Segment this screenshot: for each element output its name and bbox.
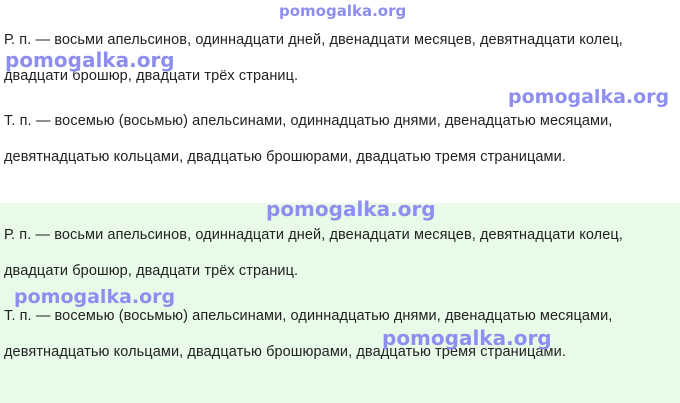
watermark: pomogalka.org — [382, 326, 552, 350]
watermark: pomogalka.org — [14, 286, 176, 308]
watermark: pomogalka.org — [266, 197, 436, 221]
paragraph-instrumental-case-bottom: Т. п. — восемью (восьмью) апельсинами, одиннадцатью днями, двенадцатью месяцами, девятнадцатью кольцами, двадцатью брошюрами, двадцатью тремя страницами. — [4, 308, 613, 360]
watermark: pomogalka.org — [5, 48, 175, 72]
paragraph-genitive-case-top: Р. п. — восьми апельсинов, одиннадцати дней, двенадцати месяцев, девятнадцати колец, двадцати брошюр, двадцати трёх страниц. — [4, 32, 623, 84]
text-section-highlighted — [0, 203, 680, 403]
watermark: pomogalka.org — [279, 2, 407, 20]
watermark: pomogalka.org — [508, 86, 670, 108]
paragraph-instrumental-case-top: Т. п. — восемью (восьмью) апельсинами, одиннадцатью днями, двенадцатью месяцами, девятнадцатью кольцами, двадцатью брошюрами, двадцатью тремя страницами. — [4, 113, 613, 165]
paragraph-genitive-case-bottom: Р. п. — восьми апельсинов, одиннадцати дней, двенадцати месяцев, девятнадцати колец, двадцати брошюр, двадцати трёх страниц. — [4, 227, 623, 279]
